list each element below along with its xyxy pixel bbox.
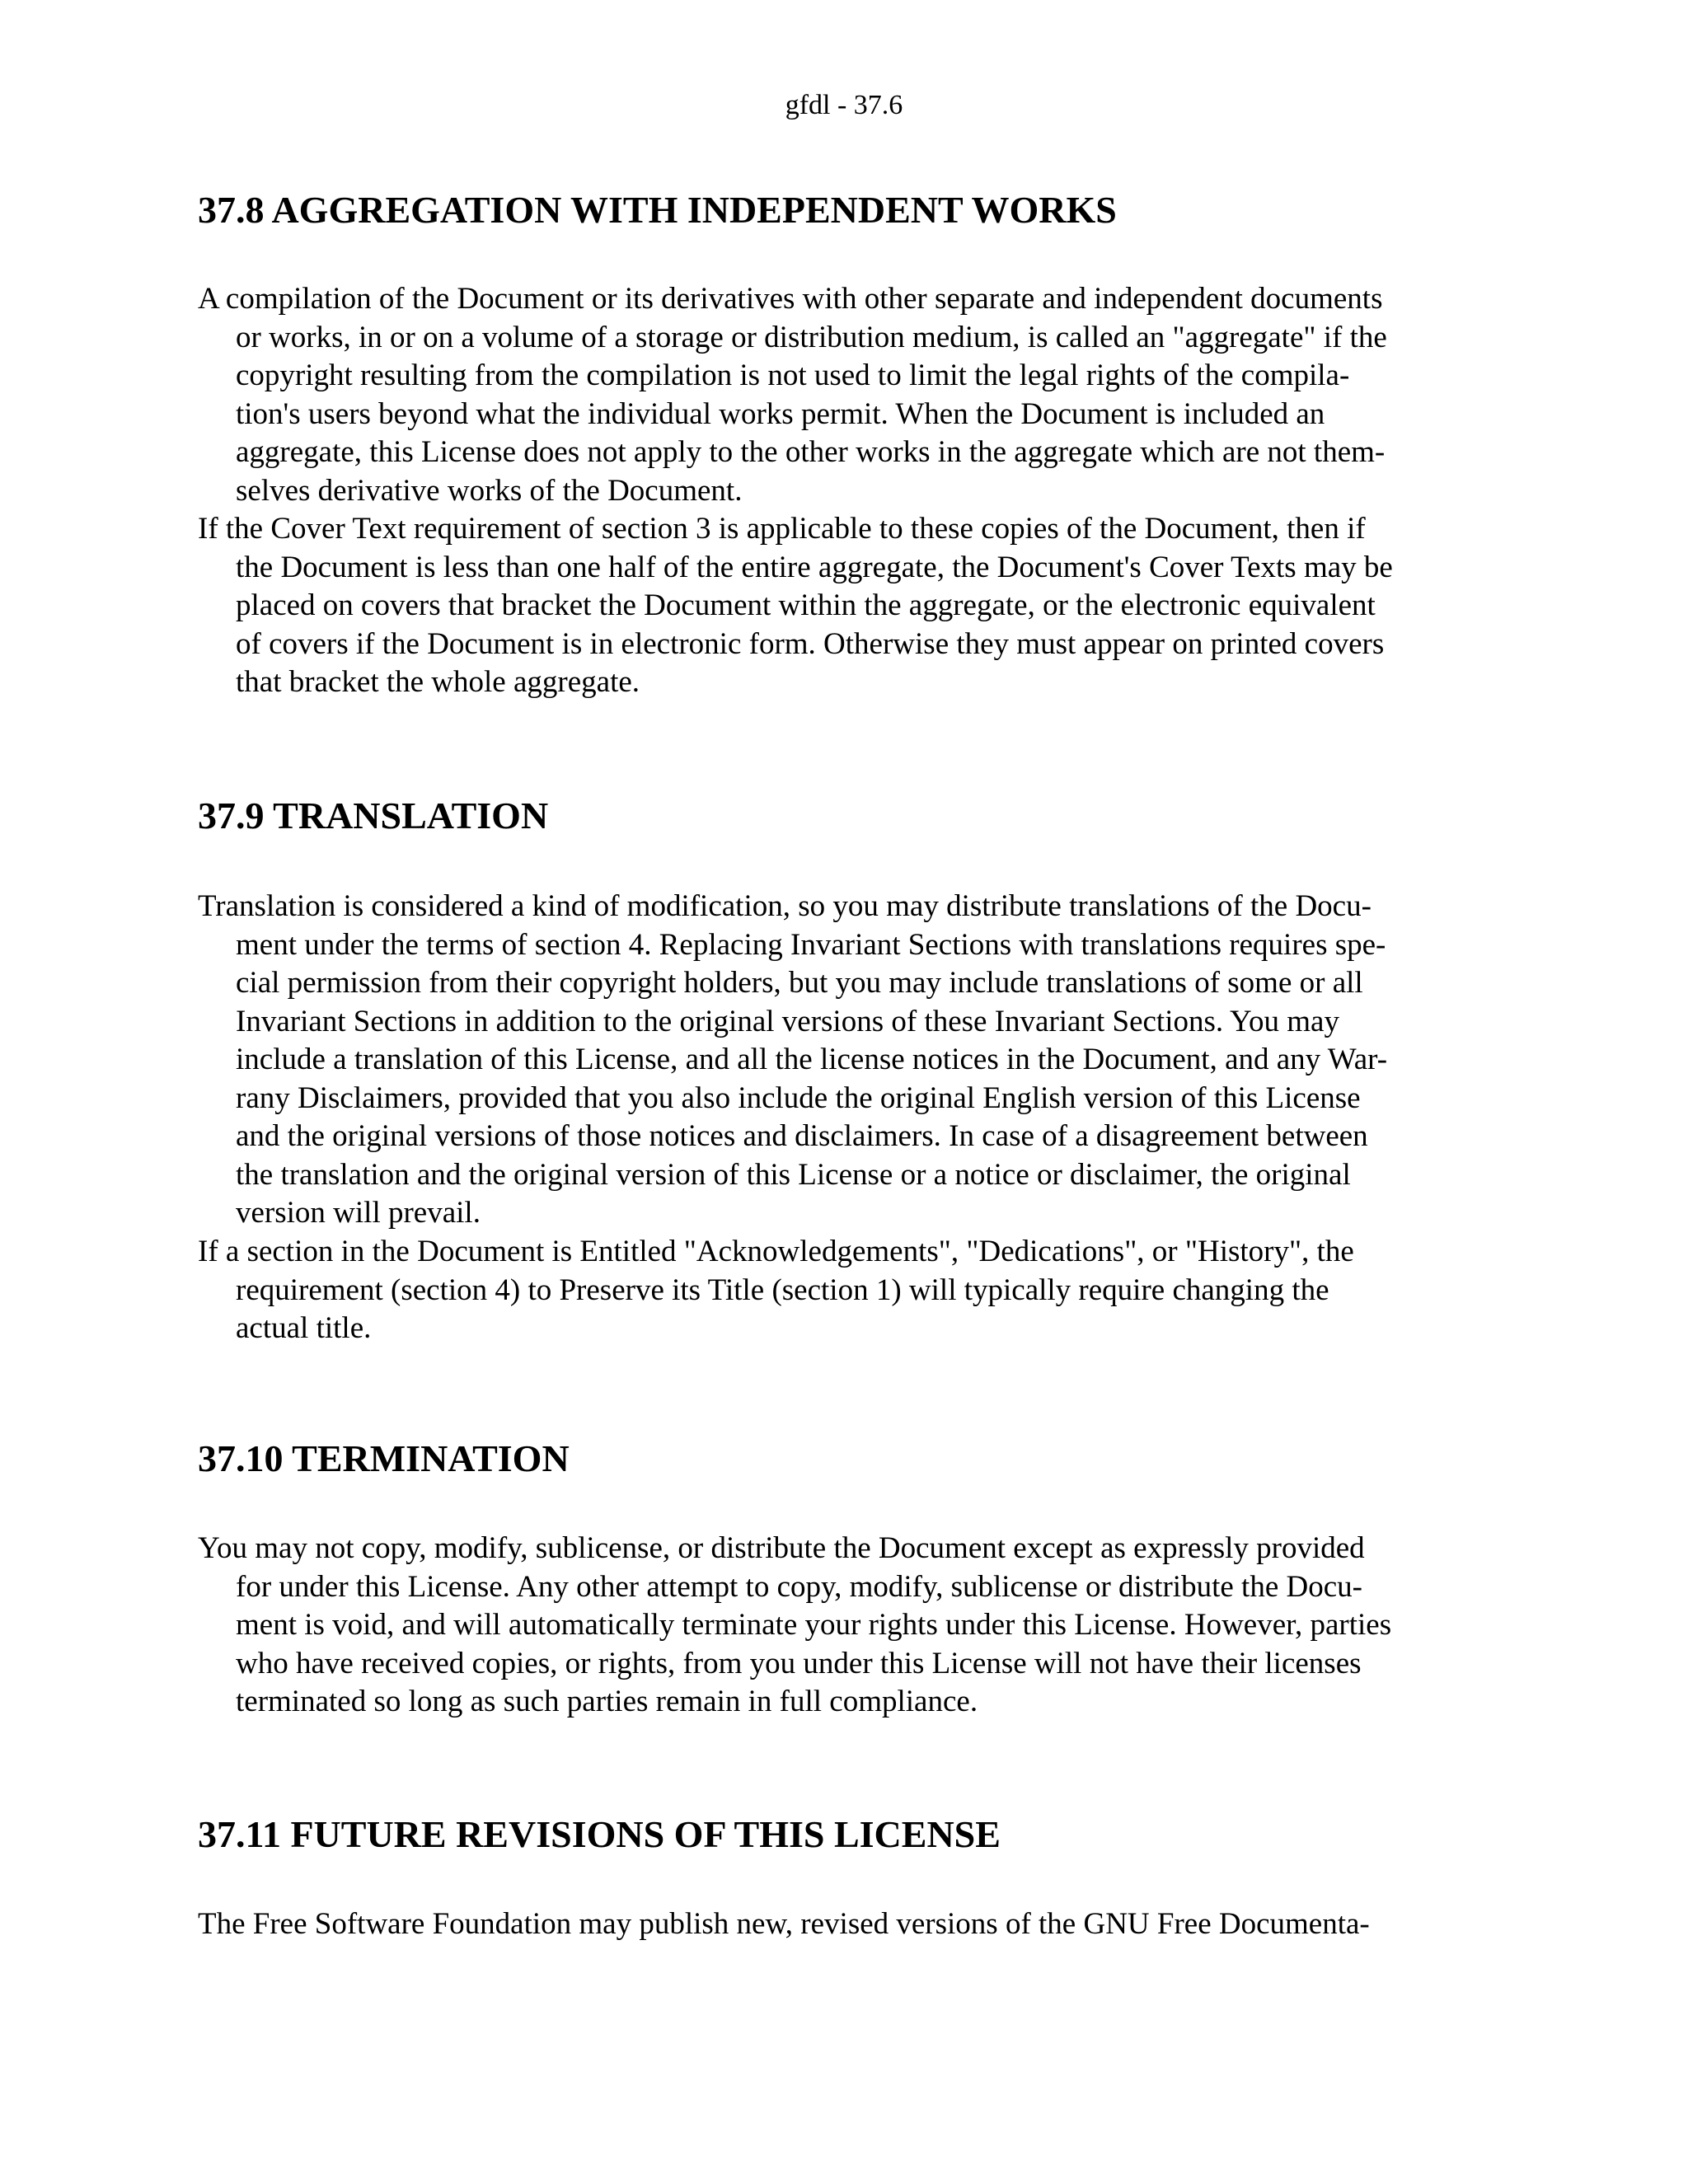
text-line: tion's users beyond what the individual works permit. When the Document is included an — [236, 396, 1325, 431]
text-line: aggregate, this License does not apply to the other works in the aggregate which are not them- — [236, 435, 1386, 469]
text-line: actual title. — [236, 1311, 372, 1345]
text-line: of covers if the Document is in electronic form. Otherwise they must appear on printed covers — [236, 626, 1385, 661]
section-heading-aggregation: 37.8 AGGREGATION WITH INDEPENDENT WORKS — [198, 189, 1117, 231]
text-line: copyright resulting from the compilation is not used to limit the legal rights of the compila- — [236, 359, 1350, 392]
text-line: that bracket the whole aggregate. — [236, 665, 640, 699]
text-line: You may not copy, modify, sublicense, or distribute the Document except as expressly provided — [198, 1531, 1365, 1565]
paragraph-translation-1 — [198, 888, 1508, 1233]
text-line: include a translation of this License, and all the license notices in the Document, and any War- — [236, 1043, 1388, 1076]
text-line: If the Cover Text requirement of section 3 is applicable to these copies of the Document, then if — [198, 512, 1366, 546]
paragraph-aggregation-1 — [198, 280, 1508, 510]
text-line: ment under the terms of section 4. Replacing Invariant Sections with translations requires spe- — [236, 927, 1386, 962]
section-heading-termination: 37.10 TERMINATION — [198, 1437, 570, 1479]
paragraph-aggregation-2 — [198, 510, 1508, 702]
text-line: and the original versions of those notices and disclaimers. In case of a disagreement between — [236, 1119, 1368, 1153]
paragraph-translation-2 — [198, 1233, 1508, 1348]
text-line: If a section in the Document is Entitled "Acknowledgements", "Dedications", or "History", the — [198, 1235, 1354, 1268]
text-line: selves derivative works of the Document. — [236, 473, 743, 508]
text-line: placed on covers that bracket the Document within the aggregate, or the electronic equivalent — [236, 588, 1376, 622]
section-heading-future-revisions: 37.11 FUTURE REVISIONS OF THIS LICENSE — [198, 1813, 1001, 1855]
paragraph-termination — [198, 1530, 1508, 1722]
text-line: Translation is considered a kind of modification, so you may distribute translations of the Docu- — [198, 889, 1372, 923]
text-line: for under this License. Any other attempt to copy, modify, sublicense or distribute the Docu- — [236, 1569, 1362, 1604]
text-line: The Free Software Foundation may publish new, revised versions of the GNU Free Documenta- — [198, 1907, 1370, 1941]
text-line: ment is void, and will automatically terminate your rights under this License. However, parties — [236, 1608, 1392, 1642]
text-line: who have received copies, or rights, from you under this License will not have their licenses — [236, 1646, 1362, 1680]
text-line: rany Disclaimers, provided that you also include the original English version of this License — [236, 1080, 1361, 1115]
text-line: cial permission from their copyright holders, but you may include translations of some or all — [236, 966, 1363, 1000]
text-line: Invariant Sections in addition to the original versions of these Invariant Sections. You may — [236, 1004, 1339, 1038]
running-header: gfdl - 37.6 — [785, 90, 903, 120]
text-line: terminated so long as such parties remain in full compliance. — [236, 1685, 978, 1718]
section-heading-translation: 37.9 TRANSLATION — [198, 794, 549, 837]
paragraph-future-revisions — [198, 1905, 1508, 1944]
text-line: requirement (section 4) to Preserve its Title (section 1) will typically require changing the — [236, 1272, 1329, 1307]
text-line: the translation and the original version of this License or a notice or disclaimer, the original — [236, 1157, 1351, 1192]
text-line: the Document is less than one half of the entire aggregate, the Document's Cover Texts may be — [236, 550, 1393, 584]
text-line: or works, in or on a volume of a storage or distribution medium, is called an "aggregate" if the — [236, 320, 1387, 354]
text-line: A compilation of the Document or its derivatives with other separate and independent documents — [198, 282, 1383, 316]
text-line: version will prevail. — [236, 1196, 481, 1230]
